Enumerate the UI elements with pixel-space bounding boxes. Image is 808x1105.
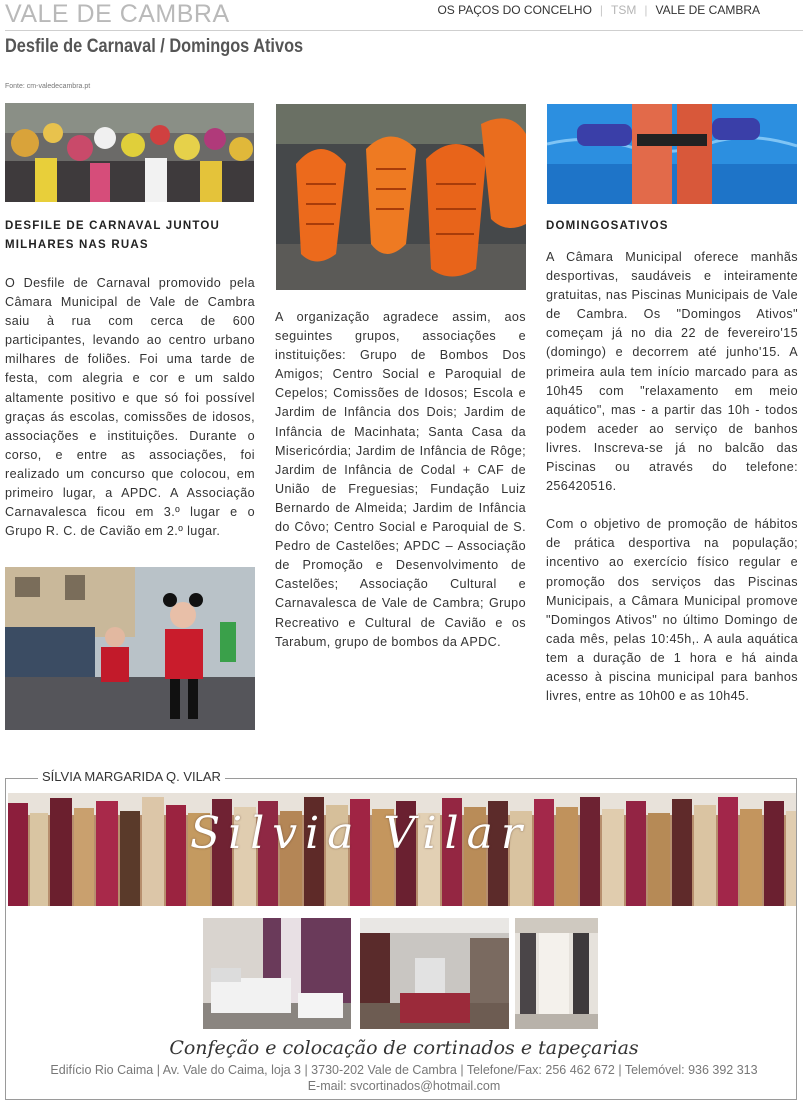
domingos-ativos-paragraph-2: Com o objetivo de promoção de hábitos de prática desportiva na população; incentivo ao exercício físico regular e promoção dos serviços das Piscinas Municipais, a Câmara Municipal promove "Domingos Ativos" no último Domingo de cada mês, pelas 10:45h,. A aula aquática tem a duração de 1 hora e há ainda acesso à piscina municipal para banhos livres, entre as 10h00 e as 10h45. <box>546 517 798 704</box>
advertisement-email[interactable]: E-mail: svcortinados@hotmail.com <box>307 1079 501 1093</box>
article-source: Fonte: cm-valedecambra.pt <box>5 83 91 90</box>
living-room-showroom-photo <box>360 918 509 1029</box>
domingos-ativos-heading: DOMINGOSATIVOS <box>546 220 669 232</box>
carnival-body: O Desfile de Carnaval promovido pela Câmara Municipal de Vale de Cambra saiu à rua com cerca de 600 participantes, levando ao centro urbano milhares de foliões. Foi uma tarde de festa, com alegria e cor e um saldo altamente positivo e que só foi possível graças ás escolas, comissões de idosos, associações e instituições. Durante o corso, e entre as associações, foi realizado um concurso que colocou, em primeiro lugar, a APDC. A Associação Carnavalesca ficou em 3.º lugar e o Grupo R. C. de Cavião em 2.º lugar. <box>5 276 255 539</box>
nav-link-tsm[interactable]: TSM <box>611 3 637 17</box>
top-nav <box>437 3 760 17</box>
nav-link-pacos[interactable]: OS PAÇOS DO CONCELHO <box>437 3 592 17</box>
advertisement-contact <box>8 1062 800 1094</box>
article-headline: Desfile de Carnaval / Domingos Ativos <box>5 36 304 57</box>
nav-separator: | <box>599 3 604 17</box>
seahorse-costumes-photo <box>276 104 526 290</box>
column-carnival <box>5 217 255 541</box>
advertisement-legend: SÍLVIA MARGARIDA Q. VILAR <box>38 769 225 784</box>
carnival-crowd-photo <box>5 103 254 202</box>
nav-separator: | <box>644 3 648 17</box>
advertisement-tagline: Confeção e colocação de cortinados e tapeçarias <box>169 1037 639 1059</box>
bedroom-showroom-photo <box>203 918 351 1029</box>
children-costume-photo <box>5 567 255 730</box>
domingos-ativos-paragraph-1: A Câmara Municipal oferece manhãs desportivas, saudáveis e inteiramente gratuitas, nas Piscinas Municipais de Vale de Cambra. Os "Domingos Ativos" começam já no dia 22 de fevereiro'15 (domingo) e decorrem até junho'15. A primeira aula tem início marcado para as 10h45 com "relaxamento em meio aquático", mas - a partir das 10h - todos podem aceder ao serviço de banhos livres. Inscreva-se já no balcão das Piscinas ou através do telefone: 256420516. <box>546 250 798 494</box>
nav-link-vale-de-cambra[interactable]: VALE DE CAMBRA <box>655 3 760 17</box>
carnival-heading: DESFILE DE CARNAVAL JUNTOU MILHARES NAS RUAS <box>5 220 221 251</box>
acknowledgements-body: A organização agradece assim, aos seguintes grupos, associações e instituições: Grupo de Bombos Dos Amigos; Centro Social e Paroquial de Cepelos; Comissões de Idosos; Escola e Jardim de Infância dos Dois; Jardim de Infância de Macinhata; Santa Casa da Misericórdia; Jardim de Infância de Rôge; Jardim de Infância de Codal + CAF de União de Freguesias; Fundação Luiz Bernardo de Almeida; Jardim de Infância do Côvo; Centro Social e Paroquial de S. Pedro de Castelões; APDC – Associação de Promoção e Desenvolvimento de Castelões; Associação Cultural e Carnavalesca de Vale de Cambra; Grupo Recreativo e Cultural de Cavião e os Tarabum, grupo de bombos da APDC. <box>275 310 526 649</box>
curtain-showroom-photo <box>515 918 598 1029</box>
header-divider <box>5 30 803 31</box>
advertisement-address: Edifício Rio Caima | Av. Vale do Caima, loja 3 | 3730-202 Vale de Cambra | Telefone/Fax: 256 462 672 | Telemóvel: 936 392 313 <box>50 1063 758 1077</box>
masthead-title: VALE DE CAMBRA <box>5 0 230 28</box>
silvia-vilar-logo: Silvia Vilar <box>190 808 530 859</box>
column-domingos-ativos <box>546 217 798 706</box>
pool-exercise-photo <box>547 104 797 204</box>
column-acknowledgements <box>275 308 526 652</box>
